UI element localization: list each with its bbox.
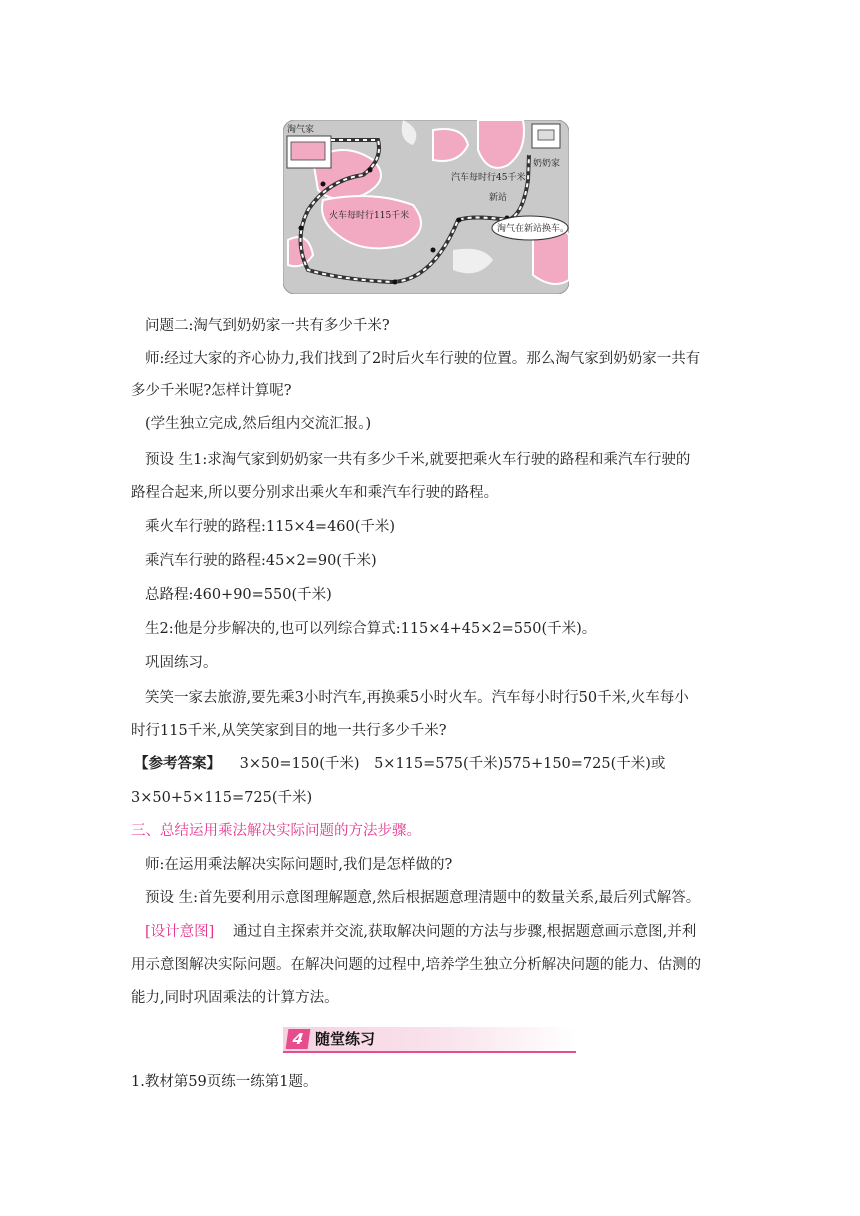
section-title: 随堂练习 xyxy=(315,1030,376,1048)
answer-text: 3×50=150(千米) 5×115=575(千米)575+150=725(千米)或 xyxy=(239,756,666,772)
paragraph-line: 路程合起来,所以要分别求出乘火车和乘汽车行驶的路程。 xyxy=(131,485,499,501)
design-intent-label: [设计意图] xyxy=(145,924,215,940)
paragraph-line: 时行115千米,从笑笑家到目的地一共行多少千米? xyxy=(131,723,447,739)
answer-line xyxy=(134,754,860,774)
paragraph-line: 预设 生:首先要利用示意图理解题意,然后根据题意理清题中的数量关系,最后列式解答。 xyxy=(145,890,701,906)
section-three-title: 三、总结运用乘法解决实际问题的方法步骤。 xyxy=(131,823,421,839)
map-label-bubble: 淘气在新站换车。 xyxy=(497,224,569,234)
question-two: 问题二:淘气到奶奶家一共有多少千米? xyxy=(145,318,390,334)
section-number-badge: 4 xyxy=(286,1029,311,1049)
practice-section-banner xyxy=(283,1027,576,1053)
answer-text-2: 3×50+5×115=725(千米) xyxy=(131,790,313,806)
design-intent-text: 通过自主探索并交流,获取解决问题的方法与步骤,根据题意画示意图,并利 xyxy=(232,924,697,940)
design-intent-line xyxy=(145,922,860,942)
practice-heading: 巩固练习。 xyxy=(145,655,218,671)
paragraph-line: 能力,同时巩固乘法的计算方法。 xyxy=(131,990,339,1006)
paragraph-line: 师:经过大家的齐心协力,我们找到了2时后火车行驶的位置。那么淘气家到奶奶家一共有 xyxy=(145,351,701,367)
paragraph-line: 师:在运用乘法解决实际问题时,我们是怎样做的? xyxy=(145,857,453,873)
paragraph-line: (学生独立完成,然后组内交流汇报。) xyxy=(145,416,372,432)
map-label-train-speed: 火车每时行115千米 xyxy=(329,211,410,221)
paragraph-line: 预设 生1:求淘气家到奶奶家一共有多少千米,就要把乘火车行驶的路程和乘汽车行驶的 xyxy=(145,452,691,468)
total-distance-line: 总路程:460+90=550(千米) xyxy=(145,587,332,603)
banner-underline xyxy=(283,1051,576,1053)
paragraph-line: 笑笑一家去旅游,要先乘3小时汽车,再换乘5小时火车。汽车每小时行50千米,火车每小 xyxy=(145,690,689,706)
route-map-illustration xyxy=(283,120,569,294)
map-label-station: 新站 xyxy=(489,193,508,203)
map-label-grandma: 奶奶家 xyxy=(533,159,561,169)
paragraph-line: 多少千米呢?怎样计算呢? xyxy=(131,383,292,399)
car-distance-line: 乘汽车行驶的路程:45×2=90(千米) xyxy=(145,553,377,569)
paragraph-line: 用示意图解决实际问题。在解决问题的过程中,培养学生独立分析解决问题的能力、估测的 xyxy=(131,957,702,973)
answer-label: 【参考答案】 xyxy=(134,755,221,772)
train-distance-line: 乘火车行驶的路程:115×4=460(千米) xyxy=(145,519,396,535)
paragraph-line: 生2:他是分步解决的,也可以列综合算式:115×4+45×2=550(千米)。 xyxy=(145,621,597,637)
practice-item-1: 1.教材第59页练一练第1题。 xyxy=(131,1074,318,1090)
map-label-car-speed: 汽车每时行45千米 xyxy=(451,173,526,183)
map-label-home: 淘气家 xyxy=(287,125,315,135)
